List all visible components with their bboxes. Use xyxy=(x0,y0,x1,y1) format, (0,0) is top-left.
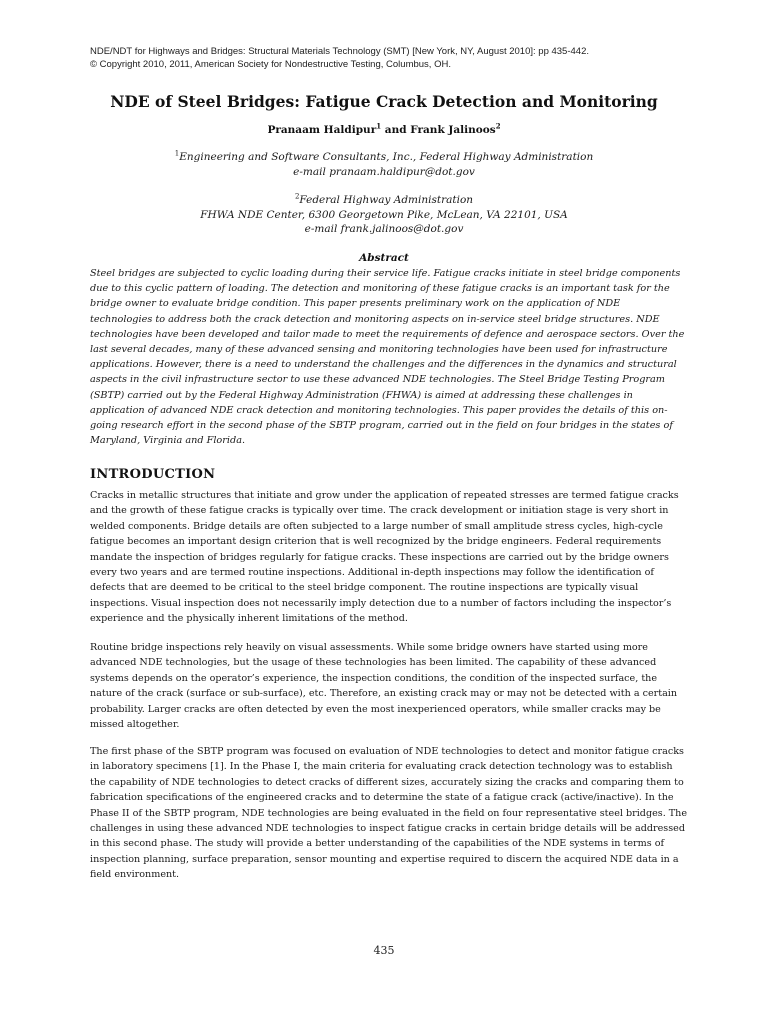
affiliation-marker: 2 xyxy=(294,192,300,201)
conference-header xyxy=(90,45,710,71)
author-name: Frank Jalinoos xyxy=(410,124,496,136)
header-copyright-line: © Copyright 2010, 2011, American Society for Nondestructive Testing, Columbus, OH. xyxy=(90,59,451,70)
body-paragraph: Cracks in metallic structures that initiate and grow under the application of repeated stresses are termed fatigue cracks and the growth of these fatigue cracks is typically over time. The crack development or initiation stage is very short in welded components. Bridge details are often subjected to a large number of small amplitude stress cycles, high-cycle fatigue becomes an important design criterion that is well recognized by the bridge engineers. Federal requirements mandate the inspection of bridges regularly for fatigue cracks. These inspections are carried out by the bridge owners every two years and are termed routine inspections. Additional in-depth inspections may follow the identification of defects that are deemed to be critical to the steel bridge component. The routine inspections are typically visual inspections. Visual inspection does not necessarily imply detection due to a number of factors including the inspector’s experience and the physically inherent limitations of the method. xyxy=(90,490,679,625)
section-heading-introduction: INTRODUCTION xyxy=(90,467,216,482)
author-conjunction: and xyxy=(381,124,411,136)
body-paragraph: Routine bridge inspections rely heavily on visual assessments. While some bridge owners have started using more advanced NDE technologies, but the usage of these technologies has been limited. The capability of these advanced systems depends on the operator’s experience, the inspection conditions, the condition of the inspected surface, the nature of the crack (surface or sub-surface), etc. Therefore, an existing crack may or may not be detected with a certain probability. Larger cracks are often detected by even the most inexperienced operators, while smaller cracks may be missed altogether. xyxy=(90,642,678,731)
affiliation-email: e-mail frank.jalinoos@dot.gov xyxy=(304,223,464,235)
affiliation-line: $^1$Engineering and Software Consultants, Inc., Federal Highway Administration xyxy=(174,149,594,163)
affiliation-address: FHWA NDE Center, 6300 Georgetown Pike, McLean, VA 22101, USA xyxy=(200,208,568,221)
body-paragraph: The first phase of the SBTP program was focused on evaluation of NDE technologies to detect and monitor fatigue cracks in laboratory specimens [1]. In the Phase I, the main criteria for evaluating crack detection technology was to establish the capability of NDE technologies to detect cracks of different sizes, accurately sizing the cracks and comparing them to fabrication specifications of the engineered cracks and to determine the state of a fatigue crack (active/inactive). In the Phase II of the SBTP program, NDE technologies are being evaluated in the field on four representative steel bridges. The challenges in using these advanced NDE technologies to inspect fatigue cracks in certain bridge details will be addressed in this second phase. The study will provide a better understanding of the capabilities of the NDE systems in terms of inspection planning, surface preparation, sensor mounting and expertise required to discern the acquired NDE data in a field environment. xyxy=(90,746,688,881)
author-affiliation-marker: 2 xyxy=(495,121,501,131)
paper-title: NDE of Steel Bridges: Fatigue Crack Detection and Monitoring xyxy=(110,92,658,111)
affiliation-email: e-mail pranaam.haldipur@dot.gov xyxy=(293,165,475,178)
header-citation-line: NDE/NDT for Highways and Bridges: Structural Materials Technology (SMT) [New York, NY, August 2010]: pp 435-442. xyxy=(90,46,589,57)
page-number: 435 xyxy=(373,944,395,957)
author-name: Pranaam Haldipur xyxy=(267,124,377,136)
affiliation-marker: 1 xyxy=(174,149,180,158)
affiliation-line: $^2$Federal Highway Administration xyxy=(294,192,474,206)
affiliation-block xyxy=(0,193,768,237)
abstract-text: Steel bridges are subjected to cyclic loading during their service life. Fatigue cracks initiate in steel bridge components due to this cyclic pattern of loading. The detection and monitoring of these fatigue cracks is an important task for the bridge owner to evaluate bridge condition. This paper presents preliminary work on the application of NDE technologies to address both the crack detection and monitoring aspects on in-service steel bridge structures. NDE technologies have been developed and tailor made to meet the requirements of defence and aerospace sectors. Over the last several decades, many of these advanced sensing and monitoring technologies have been used for infrastructure applications. However, there is a need to understand the challenges and the differences in the dynamics and structural aspects in the civil infrastructure sector to use these advanced NDE technologies. The Steel Bridge Testing Program (SBTP) carried out by the Federal Highway Administration (FHWA) is aimed at addressing these challenges in application of advanced NDE crack detection and monitoring technologies. This paper provides the details of this on-going research effort in the second phase of the SBTP program, carried out in the field on four bridges in the states of Maryland, Virginia and Florida. xyxy=(90,268,685,447)
author-list xyxy=(0,121,768,136)
author-affiliation-marker: 1 xyxy=(376,121,382,131)
abstract-heading: Abstract xyxy=(359,252,409,264)
affiliation-block xyxy=(0,150,768,179)
